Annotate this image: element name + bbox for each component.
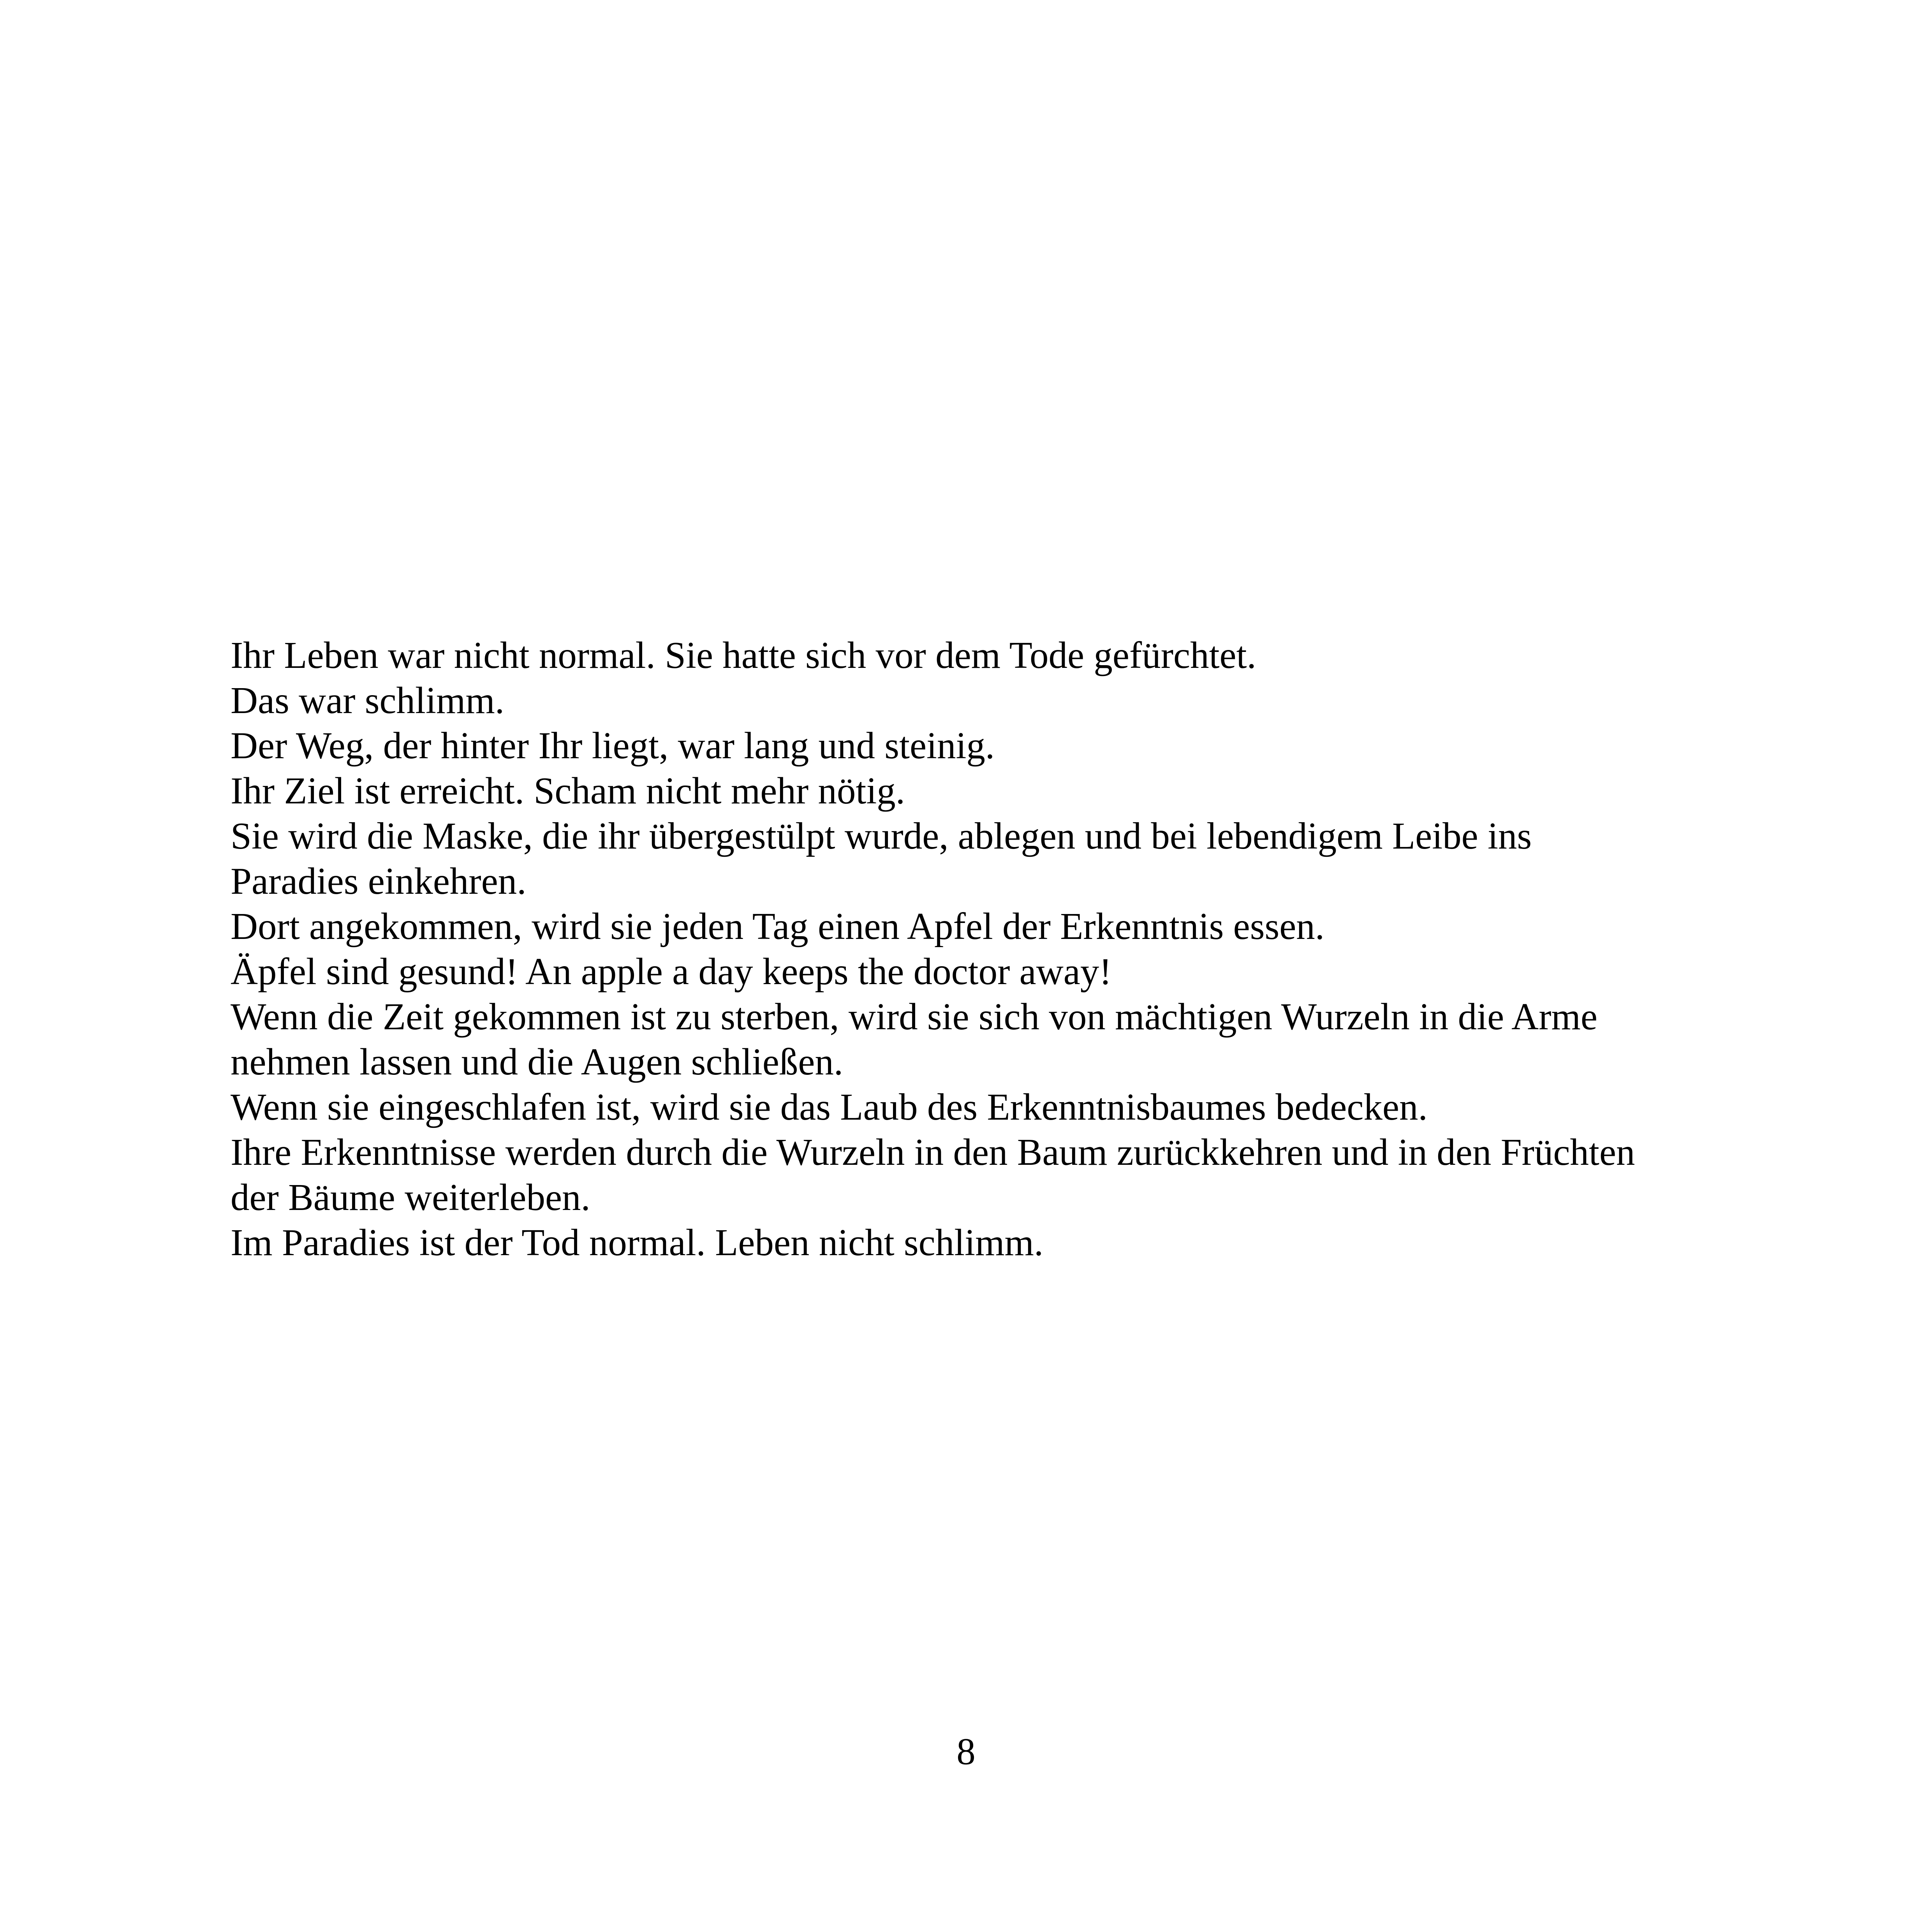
text-line: Ihre Erkenntnisse werden durch die Wurzeln in den Baum zurückkehren und in den Früchten <box>231 1131 1635 1173</box>
body-text <box>231 633 1749 1265</box>
text-line: Das war schlimm. <box>231 680 505 721</box>
text-line: Dort angekommen, wird sie jeden Tag einen Apfel der Erkenntnis essen. <box>231 905 1325 947</box>
text-line: Sie wird die Maske, die ihr übergestülpt wurde, ablegen und bei lebendigem Leibe ins <box>231 815 1532 857</box>
text-line: nehmen lassen und die Augen schließen. <box>231 1041 844 1083</box>
text-line: Wenn die Zeit gekommen ist zu sterben, wird sie sich von mächtigen Wurzeln in die Arme <box>231 996 1597 1037</box>
text-line: Äpfel sind gesund! An apple a day keeps the doctor away! <box>231 951 1112 992</box>
page-number: 8 <box>956 1731 976 1772</box>
text-line: der Bäume weiterleben. <box>231 1176 590 1218</box>
text-line: Im Paradies ist der Tod normal. Leben nicht schlimm. <box>231 1222 1044 1263</box>
text-line: Wenn sie eingeschlafen ist, wird sie das Laub des Erkenntnisbaumes bedecken. <box>231 1086 1428 1128</box>
text-line: Ihr Leben war nicht normal. Sie hatte sich vor dem Tode gefürchtet. <box>231 634 1256 676</box>
text-line: Ihr Ziel ist erreicht. Scham nicht mehr nötig. <box>231 770 905 812</box>
text-line: Der Weg, der hinter Ihr liegt, war lang und steinig. <box>231 725 995 766</box>
text-line: Paradies einkehren. <box>231 860 527 902</box>
